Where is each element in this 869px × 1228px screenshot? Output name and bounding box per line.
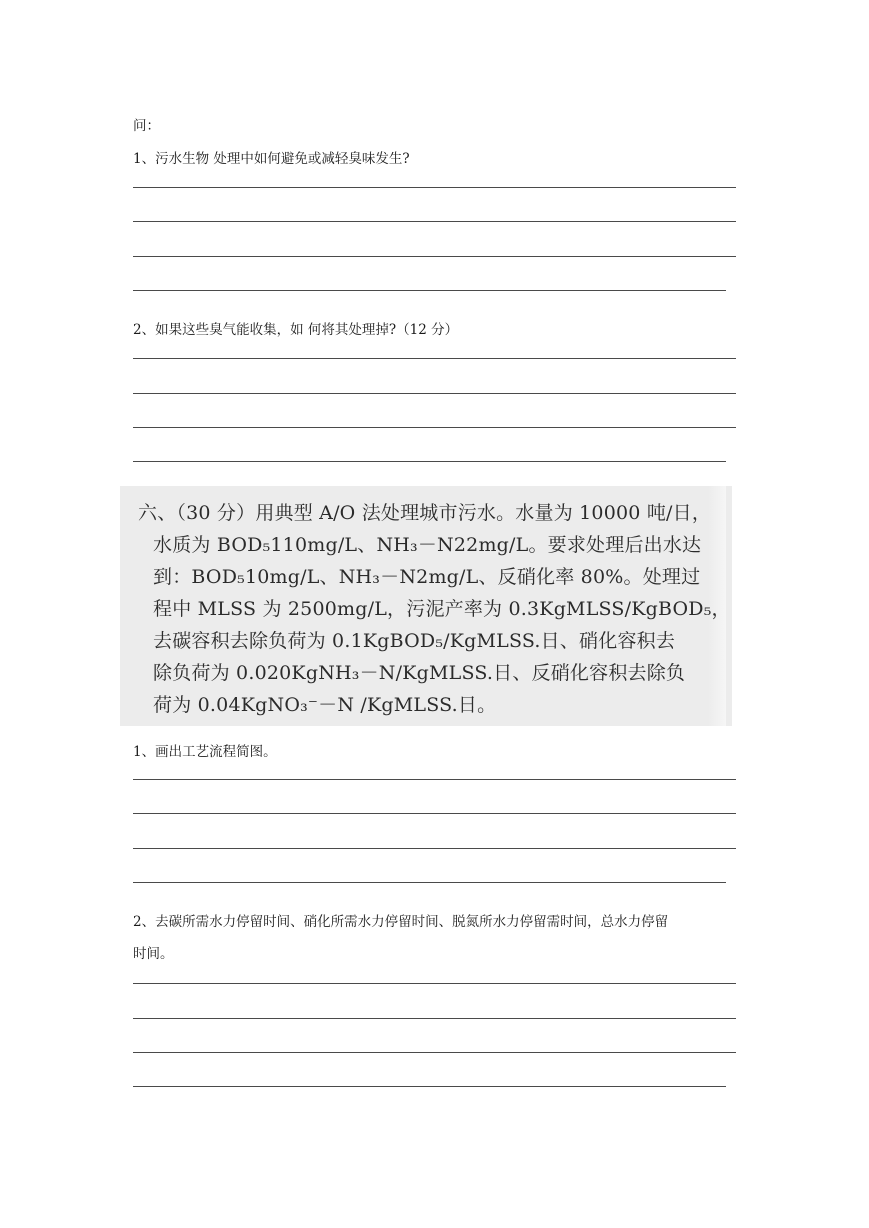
answer-line [133,427,736,428]
answer-line [133,1018,736,1019]
scanned-problem-six [120,486,732,726]
question-6-2: 2、去碳所需水力停留时间、硝化所需水力停留时间、脱氮所水力停留需时间，总水力停留 [133,914,669,930]
answer-line [133,358,736,359]
question-6-1: 1、画出工艺流程简图。 [133,744,277,760]
answer-line [133,221,736,222]
answer-line [133,1052,736,1053]
question-1: 1、污水生物 处理中如何避免或减轻臭味发生? [133,151,410,167]
answer-line [133,848,736,849]
answer-line [133,779,736,780]
answer-line [133,393,736,394]
answer-line [133,1086,726,1087]
question-6-2-continued: 时间。 [133,946,174,962]
problem-line-4: 程中 MLSS 为 2500mg/L，污泥产率为 0.3KgMLSS/KgBOD₅， [153,598,731,620]
answer-line [133,256,736,257]
answer-line [133,882,726,883]
question-2: 2、如果这些臭气能收集，如 何将其处理掉?（12 分） [133,322,459,338]
problem-line-3: 到：BOD₅10mg/L、NH₃－N2mg/L、反硝化率 80%。处理过 [153,566,701,588]
answer-line [133,983,736,984]
answer-line [133,461,726,462]
problem-line-6: 除负荷为 0.020KgNH₃－N/KgMLSS.日、反硝化容积去除负 [153,662,686,684]
problem-line-5: 去碳容积去除负荷为 0.1KgBOD₅/KgMLSS.日、硝化容积去 [153,630,676,652]
answer-line [133,290,726,291]
problem-line-1: 六、（30 分）用典型 A/O 法处理城市污水。水量为 10000 吨/日， [138,502,712,524]
problem-line-2: 水质为 BOD₅110mg/L、NH₃－N22mg/L。要求处理后出水达 [153,534,702,556]
section-heading: 问： [133,118,160,134]
answer-line [133,187,736,188]
answer-line [133,813,736,814]
problem-line-7: 荷为 0.04KgNO₃⁻－N /KgMLSS.日。 [153,694,497,716]
